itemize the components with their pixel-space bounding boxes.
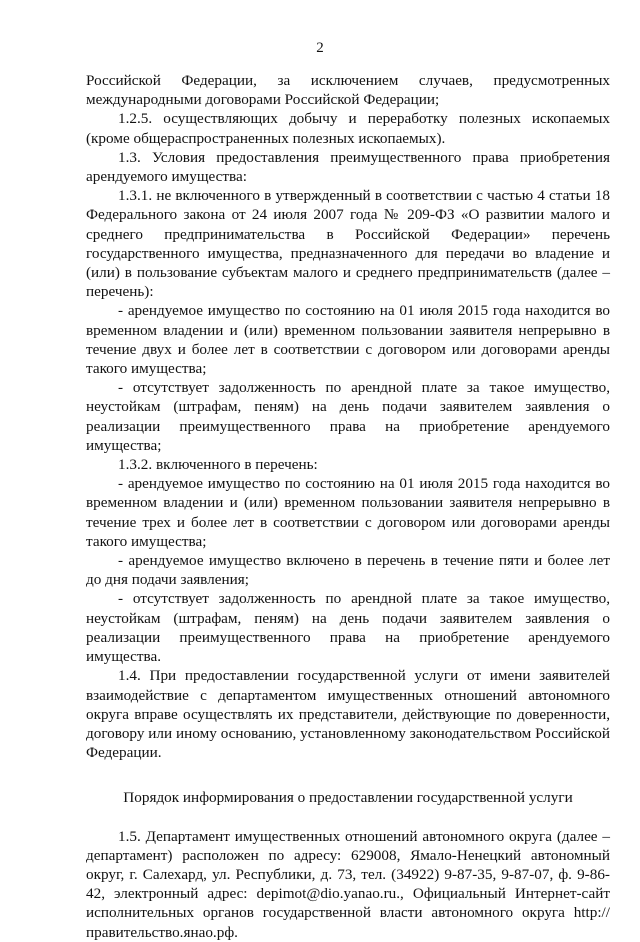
list-item-no-debt-2: - отсутствует задолженность по арендной плате за такое имущество, неустойкам (штрафам, пеням) на день подачи заявителем заявления о реализации преимущественного права на приобретение арендуемого имущества. [86,590,610,666]
list-item-no-debt-1: - отсутствует задолженность по арендной плате за такое имущество, неустойкам (штрафам, пеням) на день подачи заявителем заявления о реализации преимущественного права на приобретение арендуемого имущества; [86,379,610,454]
paragraph-1-3: 1.3. Условия предоставления преимущественного права приобретения арендуемого имущества: [86,148,610,186]
list-item-two-years: - арендуемое имущество по состоянию на 01 июля 2015 года находится во временном владении и (или) временном пользовании заявителя непрерывно в течение двух и более лет в соответствии с договором или договорами аренды такого имущества; [86,302,610,378]
paragraph-1-2-5: 1.2.5. осуществляющих добычу и переработку полезных ископаемых (кроме общераспространенных полезных ископаемых). [86,110,610,147]
list-item-five-years: - арендуемое имущество включено в перечень в течение пяти и более лет до дня подачи заявления; [86,552,610,589]
list-item-three-years: - арендуемое имущество по состоянию на 01 июля 2015 года находится во временном владении и (или) временном пользовании заявителя непрерывно в течение трех и более лет в соответствии с договором или договорами аренды такого имущества; [86,475,610,550]
page-number: 2 [316,40,324,56]
paragraph-1: Российской Федерации, за исключением случаев, предусмотренных международными договорами Российской Федерации; [86,72,610,109]
paragraph-1-3-2: 1.3.2. включенного в перечень: [118,456,318,474]
paragraph-1-5: 1.5. Департамент имущественных отношений автономного округа (далее – департамент) расположен по адресу: 629008, Ямало-Ненецкий автономный округ, г. Салехард, ул. Республики, д. 73, тел. (34922) 9-87-35, 9-87-07, ф. 9-86-42, электронный адрес: depimot@dio.yanao.ru., Официальный Интернет-сайт исполнительных органов государственной власти автономного округа http://правительство.янао.рф. [86,827,610,941]
paragraph-1-4: 1.4. При предоставлении государственной услуги от имени заявителей взаимодействие с департаментом имущественных отношений автономного округа вправе осуществлять их представители, действующие по доверенности, договору или иному основанию, установленному законодательством Российской Федерации. [86,667,610,762]
document-body [86,71,610,942]
section-heading: Порядок информирования о предоставлении государственной услуги [123,789,573,807]
paragraph-1-3-1: 1.3.1. не включенного в утвержденный в соответствии с частью 4 статьи 18 Федерального закона от 24 июля 2007 года № 209-ФЗ «О развитии малого и среднего предпринимательства в Российской Федерации» перечень государственного имущества, предназначенного для передачи во владение и (или) в пользование субъектам малого и среднего предпринимательств (далее – перечень): [86,187,610,301]
